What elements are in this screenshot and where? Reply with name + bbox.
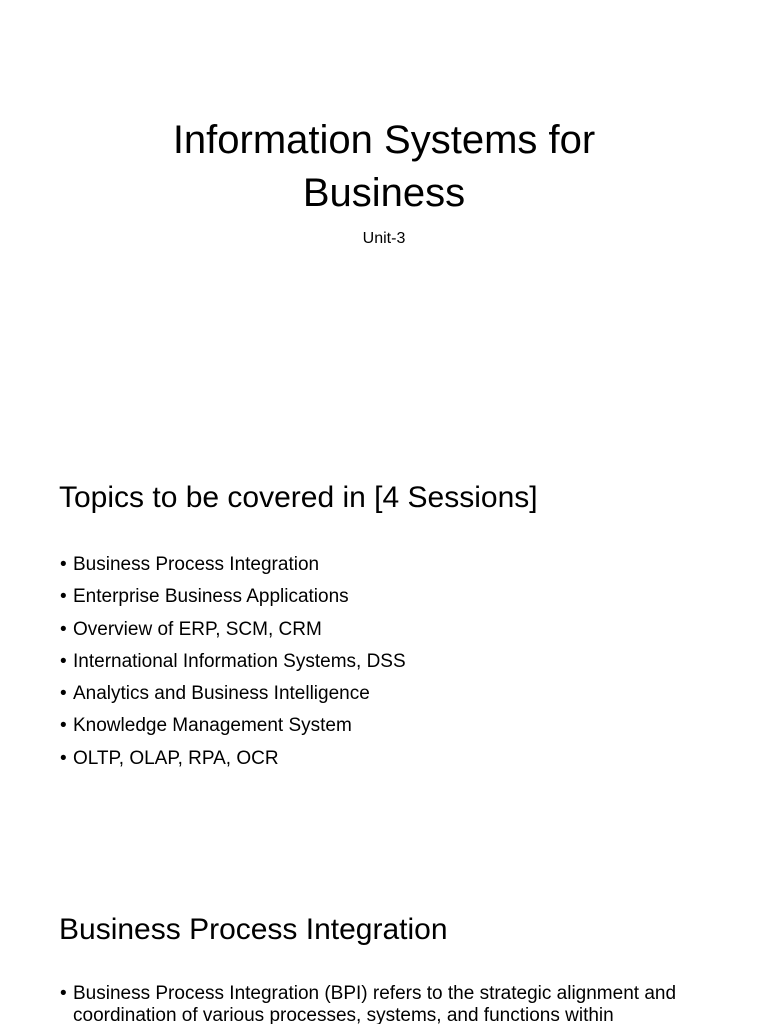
topics-heading: Topics to be covered in [4 Sessions]: [59, 481, 538, 514]
bullet-icon: •: [60, 683, 67, 705]
topic-item: [60, 710, 406, 742]
bpi-slide: [0, 864, 768, 1024]
bullet-icon: •: [60, 618, 67, 640]
bullet-icon: •: [60, 715, 67, 737]
deck-subtitle: Unit-3: [362, 230, 406, 247]
topic-item: [60, 678, 406, 710]
topic-label: Analytics and Business Intelligence: [73, 683, 370, 705]
bullet-icon: •: [60, 586, 67, 608]
topics-slide: [0, 432, 768, 864]
bullet-icon: •: [60, 554, 67, 575]
bpi-paragraph: Business Process Integration (BPI) refers to the strategic alignment and coordination of various processes, systems, and functions within: [73, 983, 677, 1024]
topics-list: [60, 549, 406, 775]
topic-label: International Information Systems, DSS: [73, 650, 406, 672]
topic-item: [60, 581, 406, 613]
topic-label: OLTP, OLAP, RPA, OCR: [73, 747, 279, 769]
deck-title-line-1: Information Systems for: [172, 118, 596, 162]
topic-item: [60, 646, 406, 678]
topic-label: Enterprise Business Applications: [73, 586, 349, 608]
topic-label: Business Process Integration: [73, 554, 320, 575]
bpi-bullet: [60, 983, 720, 1024]
bullet-icon: •: [60, 747, 67, 769]
bullet-icon: •: [60, 983, 67, 1004]
deck-title-line-2: Business: [302, 171, 466, 215]
topic-item: [60, 549, 406, 581]
bullet-icon: •: [60, 650, 67, 672]
topic-item: [60, 743, 406, 775]
title-slide: [0, 0, 768, 432]
topic-label: Knowledge Management System: [73, 715, 352, 737]
bpi-heading: Business Process Integration: [59, 913, 448, 946]
topic-label: Overview of ERP, SCM, CRM: [73, 618, 322, 640]
topic-item: [60, 614, 406, 646]
deck-title: [0, 114, 768, 220]
